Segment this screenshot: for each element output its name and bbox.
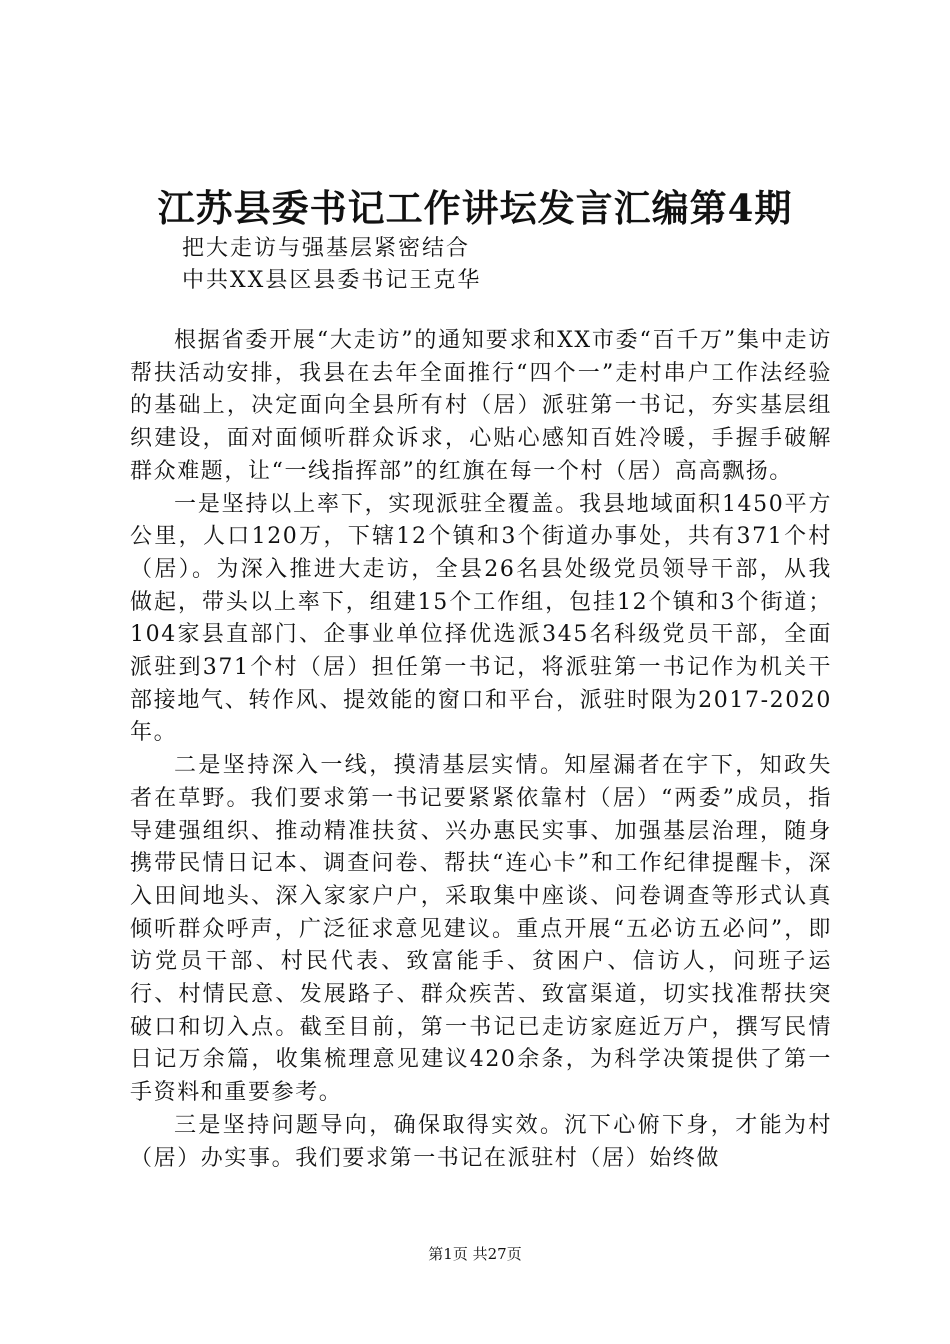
document-subtitle: 把大走访与强基层紧密结合 — [182, 236, 471, 261]
paragraph-point-2: 二是坚持深入一线，摸清基层实情。知屋漏者在宇下，知政失者在草野。我们要求第一书记要紧紧依靠村（居）“两委”成员，指导建强组织、推动精准扶贫、兴办惠民实事、加强基层治理，随身携带民情日记本、调查问卷、帮扶“连心卡”和工作纪律提醒卡，深入田间地头、深入家家户户，采取集中座谈、问卷调查等形式认真倾听群众呼声，广泛征求意见建议。重点开展“五必访五必问”，即访党员干部、村民代表、致富能手、贫困户、信访人，问班子运行、村情民意、发展路子、群众疾苦、致富渠道，切实找准帮扶突破口和切入点。截至目前，第一书记已走访家庭近万户，撰写民情日记万余篇，收集梳理意见建议420余条，为科学决策提供了第一手资料和重要参考。 — [130, 753, 832, 1106]
paragraph-point-3: 三是坚持问题导向，确保取得实效。沉下心俯下身，才能为村（居）办实事。我们要求第一书记在派驻村（居）始终做 — [130, 1112, 832, 1171]
document-title: 江苏县委书记工作讲坛发言汇编第4期 — [157, 186, 793, 230]
document-author-line: 中共XX县区县委书记王克华 — [182, 268, 482, 293]
page-number-footer: 第1页 共27页 — [428, 1245, 522, 1263]
paragraph-point-1: 一是坚持以上率下，实现派驻全覆盖。我县地域面积1450平方公里，人口120万，下辖12个镇和3个街道办事处，共有371个村（居）。为深入推进大走访，全县26名县处级党员领导干部，从我做起，带头以上率下，组建15个工作组，包挂12个镇和3个街道；104家县直部门、企事业单位择优选派345名科级党员干部，全面派驻到371个村（居）担任第一书记，将派驻第一书记作为机关干部接地气、转作风、提效能的窗口和平台，派驻时限为2017-2020年。 — [130, 491, 832, 746]
paragraph-intro: 根据省委开展“大走访”的通知要求和XX市委“百千万”集中走访帮扶活动安排，我县在去年全面推行“四个一”走村串户工作法经验的基础上，决定面向全县所有村（居）派驻第一书记，夯实基层组织建设，面对面倾听群众诉求，心贴心感知百姓冷暖，手握手破解群众难题，让“一线指挥部”的红旗在每一个村（居）高高飘扬。 — [130, 328, 832, 484]
document-body — [130, 325, 832, 1175]
